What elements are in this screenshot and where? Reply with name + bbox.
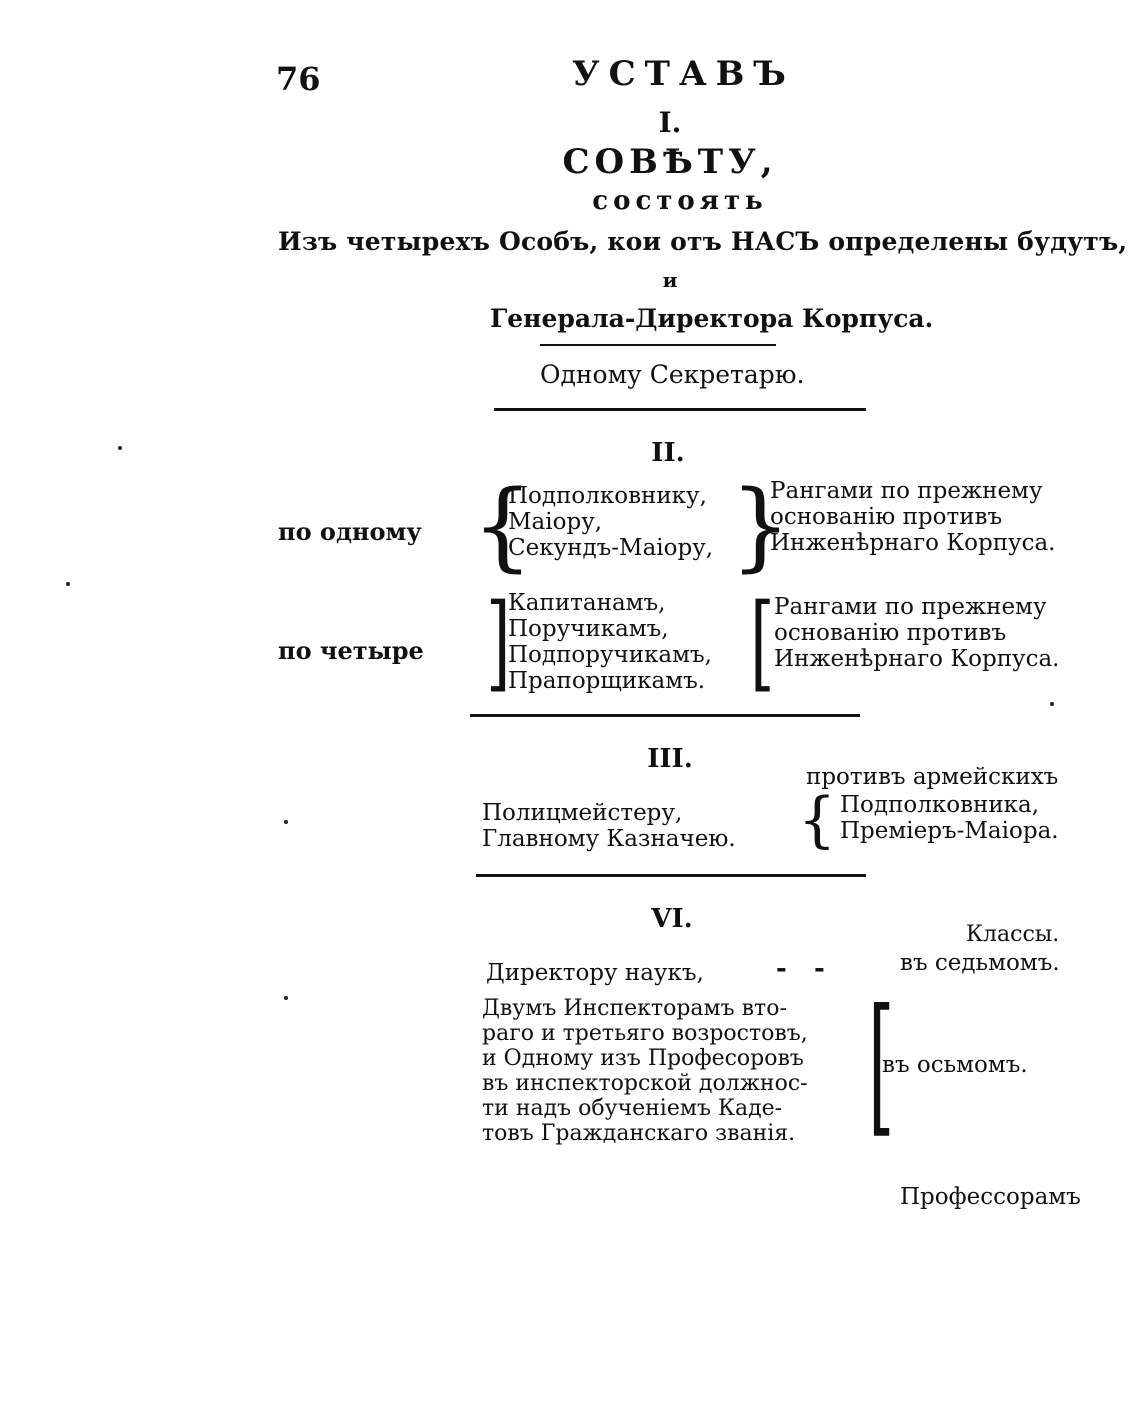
note-line: Рангами по прежнему	[770, 478, 1043, 504]
scan-speck	[66, 582, 70, 586]
rank-item: Подпоручикамъ,	[508, 642, 712, 668]
section-1-secretary: Одному Секретарю.	[540, 360, 805, 389]
note-line: Инженѣрнаго Корпуса.	[774, 646, 1060, 672]
section-1-title: СОВѢТУ,	[562, 142, 778, 182]
director-line: Директору наукъ,	[486, 960, 704, 986]
divider	[476, 874, 866, 877]
section-1-line2: Генерала-Директора Корпуса.	[490, 304, 934, 333]
person-item: Главному Казначею.	[482, 826, 736, 852]
inspectors-class: въ осьмомъ.	[882, 1052, 1028, 1078]
director-class: въ седьмомъ.	[900, 950, 1060, 976]
brace-right-icon: }	[730, 470, 792, 582]
text-line: Двумъ Инспекторамъ вто-	[482, 996, 787, 1021]
note-line: основанію противъ	[770, 504, 1003, 530]
text-line: ти надъ обученіемъ Каде-	[482, 1096, 783, 1121]
text-line: товъ Гражданскаго званія.	[482, 1121, 796, 1146]
group-1-note	[770, 478, 1055, 556]
section-3-persons	[482, 800, 736, 852]
note-line: Инженѣрнаго Корпуса.	[770, 530, 1056, 556]
note-line: Рангами по прежнему	[774, 594, 1047, 620]
bracket-right-icon: [	[750, 581, 775, 703]
note-line: Подполковника,	[840, 792, 1040, 818]
page-number: 76	[276, 60, 321, 98]
rank-item: Секундъ-Маіору,	[508, 535, 714, 561]
group-2-note	[774, 594, 1059, 672]
rank-item: Маіору,	[508, 509, 603, 535]
group-1-label: по одному	[278, 517, 422, 546]
bracket-left-icon: ]	[486, 581, 511, 703]
running-head: УСТАВЪ	[572, 54, 795, 94]
section-3-numeral: III.	[647, 744, 693, 774]
section-2-numeral: II.	[651, 438, 685, 468]
classes-head: Классы.	[966, 922, 1060, 947]
scan-speck	[118, 446, 122, 450]
text-line: и Одному изъ Професоровъ	[482, 1046, 804, 1071]
text-line: въ инспекторской должнос-	[482, 1071, 808, 1096]
rank-item: Капитанамъ,	[508, 590, 666, 616]
rank-item: Подполковнику,	[508, 483, 707, 509]
director-dashes: - -	[776, 954, 825, 984]
section-1-numeral: I.	[658, 106, 682, 139]
note-line: Премiеръ-Маiора.	[840, 818, 1059, 844]
scan-speck	[284, 820, 288, 824]
note-line: основанію противъ	[774, 620, 1007, 646]
rank-item: Прапорщикамъ.	[508, 668, 706, 694]
divider	[470, 714, 860, 717]
group-2-ranks	[508, 590, 712, 694]
section-1-line1: Изъ четырехъ Особъ, кои отъ НАСЪ определены будутъ,	[278, 227, 1128, 256]
group-1-ranks	[508, 483, 713, 561]
rank-item: Поручикамъ,	[508, 616, 669, 642]
divider	[540, 344, 776, 346]
section-3-note-head: противъ армейскихъ	[806, 764, 1059, 790]
section-1-consists: состоять	[592, 186, 768, 216]
text-line: раго и третьяго возростовъ,	[482, 1021, 808, 1046]
section-3-note	[840, 792, 1059, 844]
inspectors-text	[482, 996, 808, 1146]
group-2-label: по четыре	[278, 636, 424, 665]
section-4-numeral: VI.	[651, 904, 693, 934]
scan-speck	[1050, 702, 1054, 706]
person-item: Полицмейстеру,	[482, 800, 683, 826]
section-1-and: и	[662, 268, 678, 292]
catchword: Профессорамъ	[900, 1184, 1081, 1210]
brace-left-icon: {	[472, 470, 534, 582]
divider	[494, 408, 866, 411]
brace-icon: {	[798, 785, 837, 855]
bracket-icon: [	[868, 978, 895, 1152]
scan-speck	[284, 996, 288, 1000]
